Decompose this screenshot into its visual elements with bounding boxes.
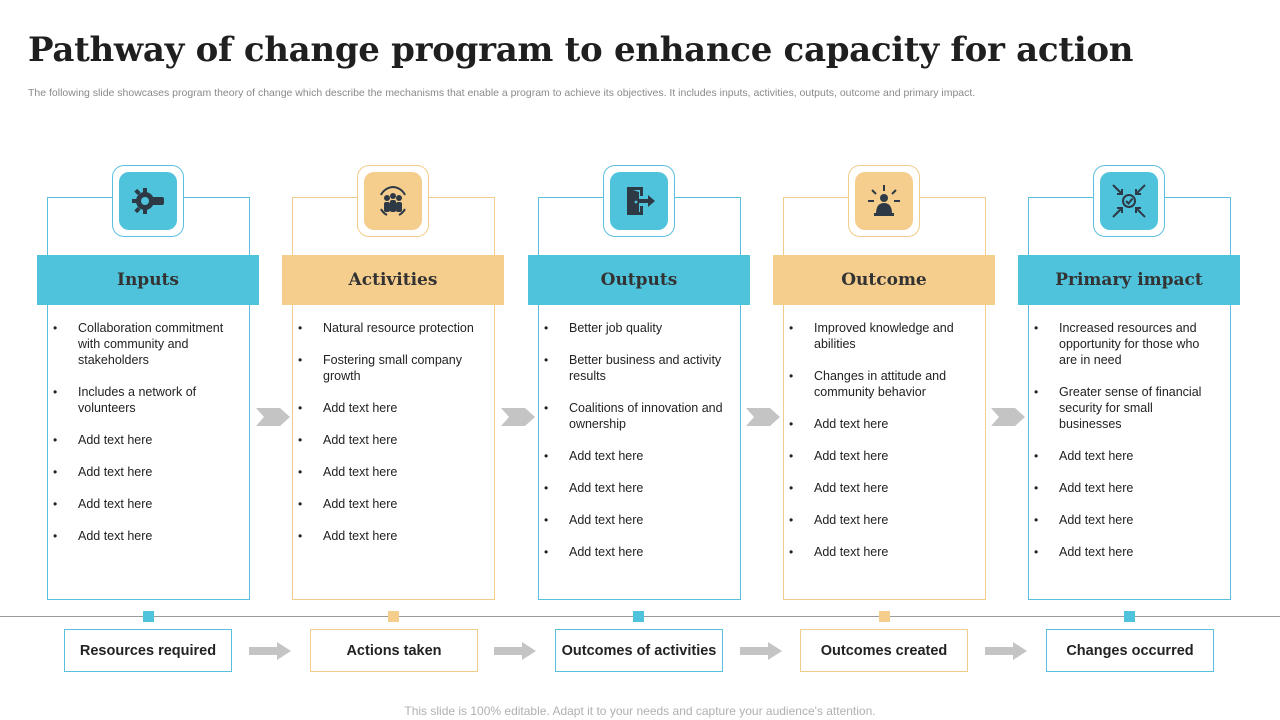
column-heading: Outputs: [600, 270, 678, 290]
chevron-right-icon: [256, 408, 290, 426]
chevron-right-icon: [746, 408, 780, 426]
list-item: • Add text here: [803, 448, 973, 464]
list-item: • Fostering small company growth: [312, 352, 482, 384]
column-heading-band: [773, 255, 995, 305]
column-heading: Inputs: [117, 270, 179, 290]
column-inputs: [37, 165, 259, 601]
list-item: • Add text here: [312, 400, 482, 416]
gear-hand-icon: [119, 172, 177, 230]
team-cycle-icon: [364, 172, 422, 230]
arrow-right-icon: [740, 642, 782, 660]
column-heading-band: [282, 255, 504, 305]
bottom-label-text: Actions taken: [346, 642, 442, 659]
list-item: • Add text here: [558, 544, 728, 560]
timeline-dot: [143, 611, 154, 622]
list-item: • Add text here: [312, 528, 482, 544]
list-item: • Changes in attitude and community behavior: [803, 368, 973, 400]
column-outputs: [528, 165, 750, 601]
column-heading: Activities: [348, 270, 438, 290]
icon-frame: [1093, 165, 1165, 237]
bottom-label-outcomes-activities: [555, 629, 723, 672]
column-heading-band: [528, 255, 750, 305]
column-list: [558, 320, 728, 576]
column-list: [312, 320, 482, 560]
bottom-label-changes: [1046, 629, 1214, 672]
timeline-dot: [633, 611, 644, 622]
icon-frame: [603, 165, 675, 237]
column-heading-band: [37, 255, 259, 305]
slide-title: Pathway of change program to enhance capacity for action: [28, 30, 1134, 70]
bottom-label-text: Resources required: [79, 642, 217, 659]
timeline-dot: [388, 611, 399, 622]
person-radiating-icon: [855, 172, 913, 230]
slide-subtitle: The following slide showcases program theory of change which describe the mechanisms that enable a program to achieve its objectives. It includes inputs, activities, outputs, outcome and primary impact.: [28, 87, 976, 99]
bottom-label-text: Changes occurred: [1066, 642, 1194, 659]
column-list: [803, 320, 973, 576]
timeline-dot: [879, 611, 890, 622]
list-item: • Better business and activity results: [558, 352, 728, 384]
list-item: • Improved knowledge and abilities: [803, 320, 973, 352]
arrow-right-icon: [249, 642, 291, 660]
list-item: • Natural resource protection: [312, 320, 482, 336]
icon-frame: [848, 165, 920, 237]
list-item: • Add text here: [803, 416, 973, 432]
column-heading: Outcome: [841, 270, 927, 290]
bottom-label-actions: [310, 629, 478, 672]
list-item: • Add text here: [312, 432, 482, 448]
bottom-label-resources: [64, 629, 232, 672]
bottom-label-text: Outcomes of activities: [561, 642, 717, 659]
list-item: • Add text here: [1048, 448, 1218, 464]
list-item: • Better job quality: [558, 320, 728, 336]
bottom-label-outcomes-created: [800, 629, 968, 672]
list-item: • Add text here: [67, 432, 237, 448]
arrow-right-icon: [494, 642, 536, 660]
list-item: • Add text here: [312, 464, 482, 480]
list-item: • Add text here: [803, 512, 973, 528]
icon-frame: [112, 165, 184, 237]
arrow-right-icon: [985, 642, 1027, 660]
list-item: • Add text here: [558, 512, 728, 528]
chevron-right-icon: [501, 408, 535, 426]
list-item: • Add text here: [312, 496, 482, 512]
timeline-dot: [1124, 611, 1135, 622]
list-item: • Add text here: [558, 448, 728, 464]
icon-frame: [357, 165, 429, 237]
column-primary-impact: [1018, 165, 1240, 601]
list-item: • Collaboration commitment with community and stakeholders: [67, 320, 237, 368]
column-heading-band: [1018, 255, 1240, 305]
list-item: • Includes a network of volunteers: [67, 384, 237, 416]
list-item: • Add text here: [803, 480, 973, 496]
target-arrows-icon: [1100, 172, 1158, 230]
list-item: • Coalitions of innovation and ownership: [558, 400, 728, 432]
list-item: • Add text here: [558, 480, 728, 496]
slide-footer: This slide is 100% editable. Adapt it to your needs and capture your audience's attention.: [404, 704, 876, 718]
list-item: • Add text here: [1048, 512, 1218, 528]
list-item: • Greater sense of financial security for small businesses: [1048, 384, 1218, 432]
column-outcome: [773, 165, 995, 601]
chevron-right-icon: [991, 408, 1025, 426]
list-item: • Add text here: [67, 528, 237, 544]
exit-door-icon: [610, 172, 668, 230]
list-item: • Add text here: [67, 464, 237, 480]
list-item: • Add text here: [1048, 544, 1218, 560]
list-item: • Add text here: [803, 544, 973, 560]
column-list: [1048, 320, 1218, 576]
column-activities: [282, 165, 504, 601]
bottom-label-text: Outcomes created: [820, 642, 948, 659]
column-heading: Primary impact: [1055, 270, 1203, 290]
list-item: • Add text here: [67, 496, 237, 512]
list-item: • Add text here: [1048, 480, 1218, 496]
list-item: • Increased resources and opportunity for those who are in need: [1048, 320, 1218, 368]
column-list: [67, 320, 237, 560]
